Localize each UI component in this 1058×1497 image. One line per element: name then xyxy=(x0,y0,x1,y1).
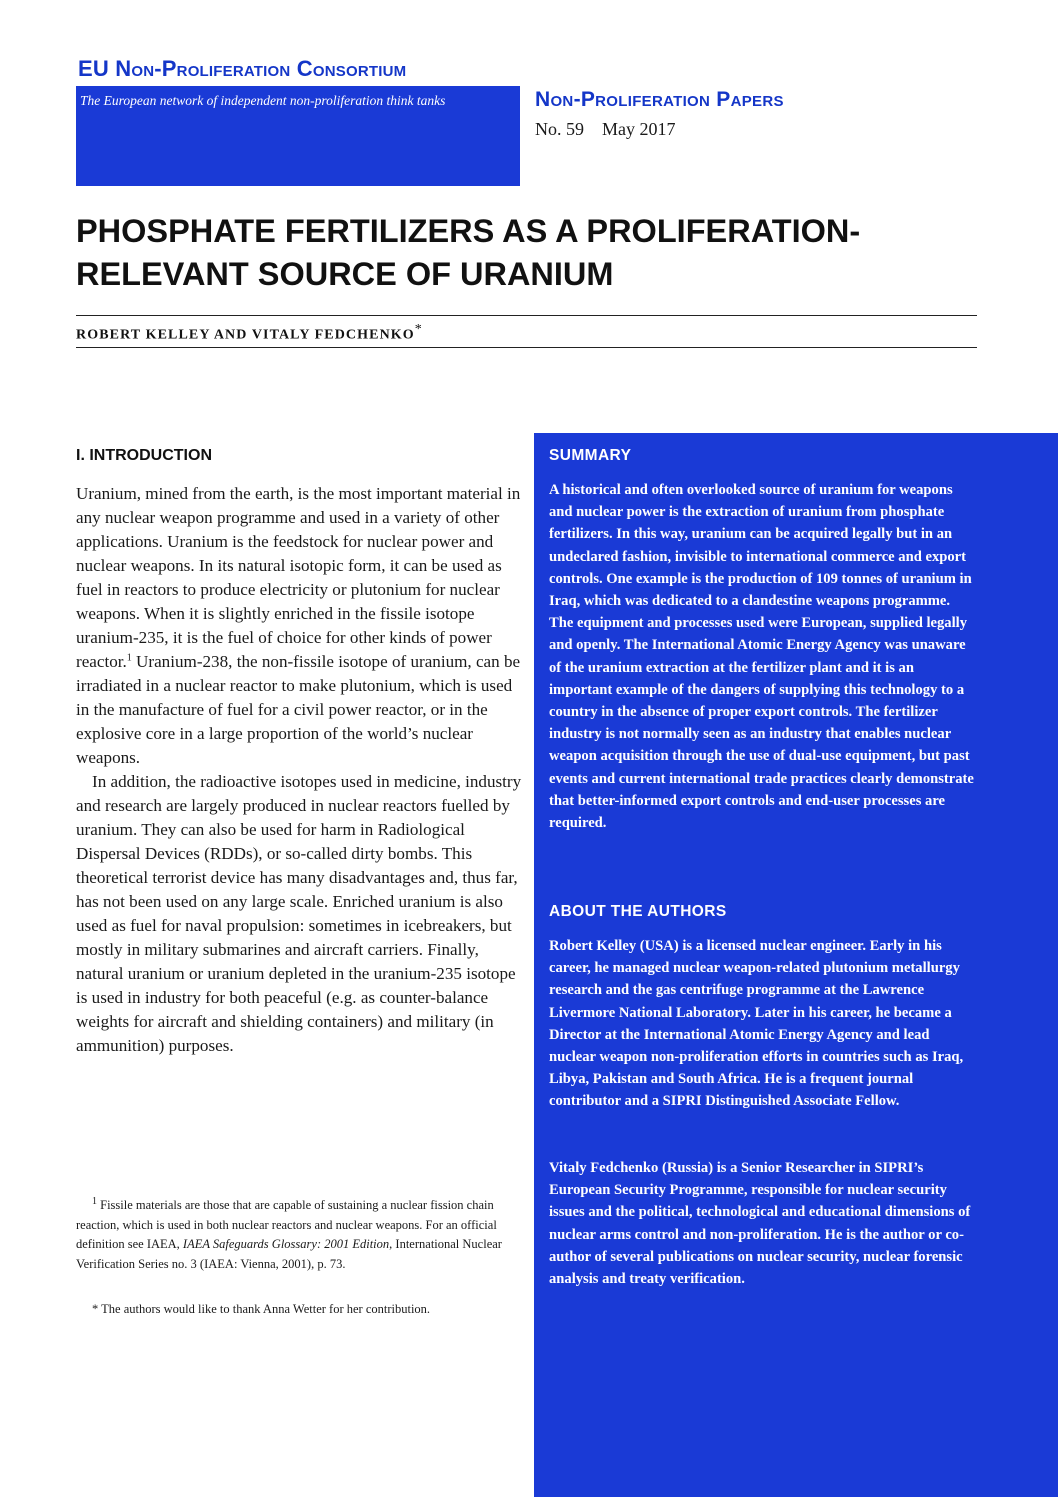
author-footnote-mark: * xyxy=(414,322,422,337)
footnote-1-italic: IAEA Safeguards Glossary: 2001 Edition xyxy=(182,1237,390,1251)
about-fedchenko xyxy=(549,1157,977,1290)
issue-date: May 2017 xyxy=(602,119,676,139)
consortium-tagline: The European network of independent non-proliferation think tanks xyxy=(80,93,446,108)
summary-heading: SUMMARY xyxy=(549,447,632,464)
issue-info xyxy=(535,119,676,140)
introduction-body xyxy=(76,482,522,1058)
paper-title: PHOSPHATE FERTILIZERS AS A PROLIFERATION-RELEVANT SOURCE OF URANIUM xyxy=(76,213,861,292)
consortium-name: EU Non-Proliferation Consortium xyxy=(78,56,407,81)
series-title: Non-Proliferation Papers xyxy=(535,88,784,111)
issue-number: No. 59 xyxy=(535,119,584,139)
author-line xyxy=(76,322,422,344)
footnote-ref-1: 1 xyxy=(126,652,132,664)
summary-paragraph: A historical and often overlooked source of uranium for weapons and nuclear power is the extraction of uranium from phosphate fertilizers. In this way, uranium can be acquired legally but in an undeclared fashion, invisible to international commerce and export controls. One example is the production of 109 tonnes of uranium in Iraq, which was dedicated to a clandestine weapons programme. The equipment and processes used were European, supplied legally and openly. The International Atomic Energy Agency was unaware of the uranium extraction at the fertilizer plant and it is an important example of the dangers of supplying this technology to a country in the absence of proper export controls. The fertilizer industry is not normally seen as an industry that enables nuclear weapon acquisition through the use of dual-use equipment, but past events and current international trade practices clearly demonstrate that better-informed export controls and end-user processes are required. xyxy=(549,482,974,832)
section-heading-introduction: I. INTRODUCTION xyxy=(76,447,212,464)
about-authors-heading: ABOUT THE AUTHORS xyxy=(549,903,727,920)
ack-mark: * xyxy=(92,1302,99,1316)
title-rule-top xyxy=(76,315,977,316)
acknowledgement-footnote xyxy=(76,1300,522,1320)
summary-text xyxy=(549,479,977,834)
footnote-1-text-b: , International Nuclear Verification Series no. 3 (IAEA: Vienna, 2001), p. 73. xyxy=(76,1237,502,1271)
title-rule-bottom xyxy=(76,347,977,348)
footnote-1-text-a: Fissile materials are those that are capable of sustaining a nuclear fission chain reaction, which is used in both nuclear reactors and nuclear weapons. For an official definition see IAEA, xyxy=(76,1198,497,1251)
intro-paragraph-1 xyxy=(76,482,522,770)
about-kelley xyxy=(549,935,977,1113)
intro-paragraph-2: In addition, the radioactive isotopes used in medicine, industry and research are largely produced in nuclear reactors fuelled by uranium. They can also be used for harm in Radiological Dispersal Devices (RDDs), or so-called dirty bombs. This theoretical terrorist device has many disadvantages and, thus far, has not been used on any large scale. Enriched uranium is also used as fuel for naval propulsion: sometimes in icebreakers, but mostly in military submarines and aircraft carriers. Finally, natural uranium or uranium depleted in the uranium-235 isotope is used in industry for both peaceful (e.g. as counter-balance weights for aircraft and shielding containers) and military (in ammunition) purposes. xyxy=(76,772,522,1055)
intro-p1-text-a: Uranium, mined from the earth, is the most important material in any nuclear weapon programme and used in a variety of other applications. Uranium is the feedstock for nuclear power and nuclear weapons. In its natural isotopic form, it can be used as fuel in reactors to produce electricity or plutonium for nuclear weapons. When it is slightly enriched in the fissile isotope uranium-235, it is the fuel of choice for other kinds of power reactor. xyxy=(76,484,521,671)
author-names: ROBERT KELLEY AND VITALY FEDCHENKO xyxy=(76,327,415,343)
intro-p1-text-b: Uranium-238, the non-fissile isotope of uranium, can be irradiated in a nuclear reactor to make plutonium, which is used in the manufacture of fuel for a civil power reactor, or in the explosive core in a large proportion of the world’s nuclear weapons. xyxy=(76,652,521,767)
footnote-1-mark: 1 xyxy=(92,1195,97,1207)
fedchenko-bio: Vitaly Fedchenko (Russia) is a Senior Researcher in SIPRI’s European Security Programme, responsible for nuclear security issues and the political, technological and educational dimensions of nuclear arms control and non-proliferation. He is the author or co-author of several publications on nuclear security, nuclear forensic analysis and treaty verification. xyxy=(549,1160,971,1288)
kelley-bio: Robert Kelley (USA) is a licensed nuclear engineer. Early in his career, he managed nuclear weapon-related plutonium metallurgy research and the gas centrifuge programme at the Lawrence Livermore National Laboratory. Later in his career, he became a Director at the International Atomic Energy Agency and lead nuclear weapon non-proliferation efforts in countries such as Iraq, Libya, Pakistan and South Africa. He is a frequent journal contributor and a SIPRI Distinguished Associate Fellow. xyxy=(549,938,964,1110)
ack-text: The authors would like to thank Anna Wetter for her contribution. xyxy=(101,1302,431,1316)
footnote-1 xyxy=(76,1196,522,1274)
